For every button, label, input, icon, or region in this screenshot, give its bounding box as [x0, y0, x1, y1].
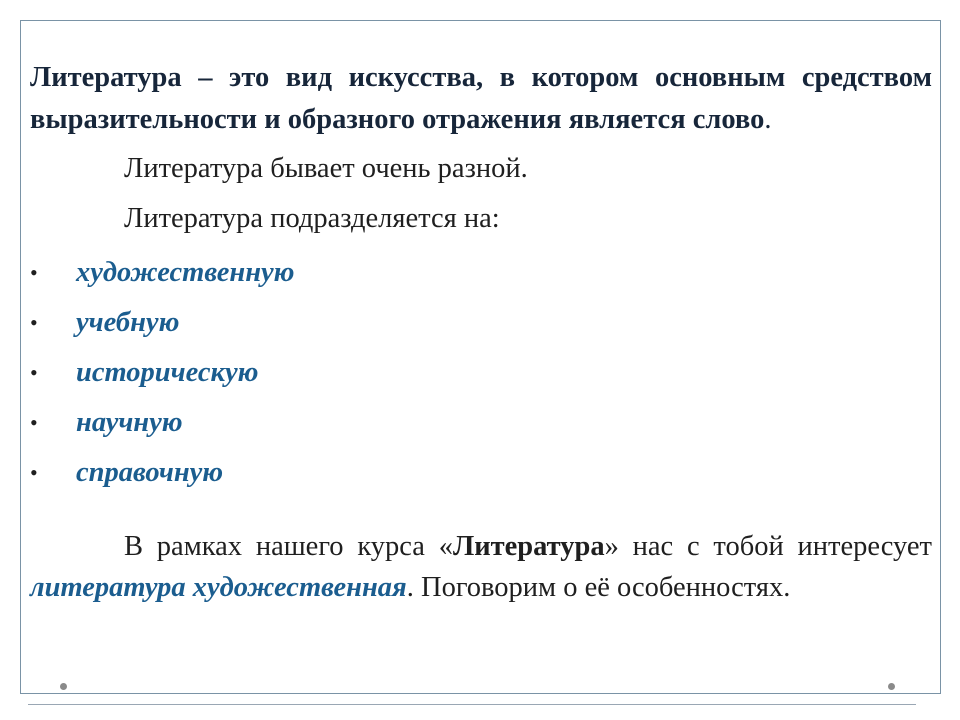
type-label: историческую: [76, 357, 259, 388]
corner-dot-left: [60, 683, 67, 690]
type-label: научную: [76, 407, 183, 438]
list-item: [30, 298, 932, 348]
paragraph-variety: Литература бывает очень разной.: [124, 153, 528, 184]
type-label: справочную: [76, 457, 224, 488]
closing-highlight: литература художественная: [30, 572, 407, 603]
definition-dash: –: [181, 62, 230, 93]
definition-term: Литература: [30, 62, 182, 93]
closing-part1: В рамках нашего курса «: [124, 531, 453, 562]
list-item: [30, 248, 932, 298]
definition-text: это вид искусства, в котором основным средством выразительности и образного отражения является слово: [30, 62, 932, 135]
bullet-icon: •: [30, 310, 38, 335]
corner-dot-right: [888, 683, 895, 690]
list-item: [30, 348, 932, 398]
course-name: Литература: [452, 531, 605, 562]
list-item: [30, 448, 932, 498]
type-label: учебную: [76, 307, 180, 338]
literature-types-list: [30, 248, 932, 498]
slide-content: [30, 57, 932, 608]
bullet-icon: •: [30, 260, 38, 285]
bullet-icon: •: [30, 410, 38, 435]
closing-paragraph: [30, 526, 932, 608]
bullet-icon: •: [30, 460, 38, 485]
bullet-icon: •: [30, 360, 38, 385]
closing-part3: . Поговорим о её особенностях.: [406, 572, 791, 603]
type-label: художественную: [76, 257, 295, 288]
bottom-rule: [28, 704, 916, 705]
list-item: [30, 398, 932, 448]
definition-end: .: [764, 104, 772, 135]
paragraph-division: Литература подразделяется на:: [124, 203, 500, 234]
closing-part2: » нас с тобой интересует: [604, 531, 932, 562]
definition-paragraph: [30, 57, 932, 141]
